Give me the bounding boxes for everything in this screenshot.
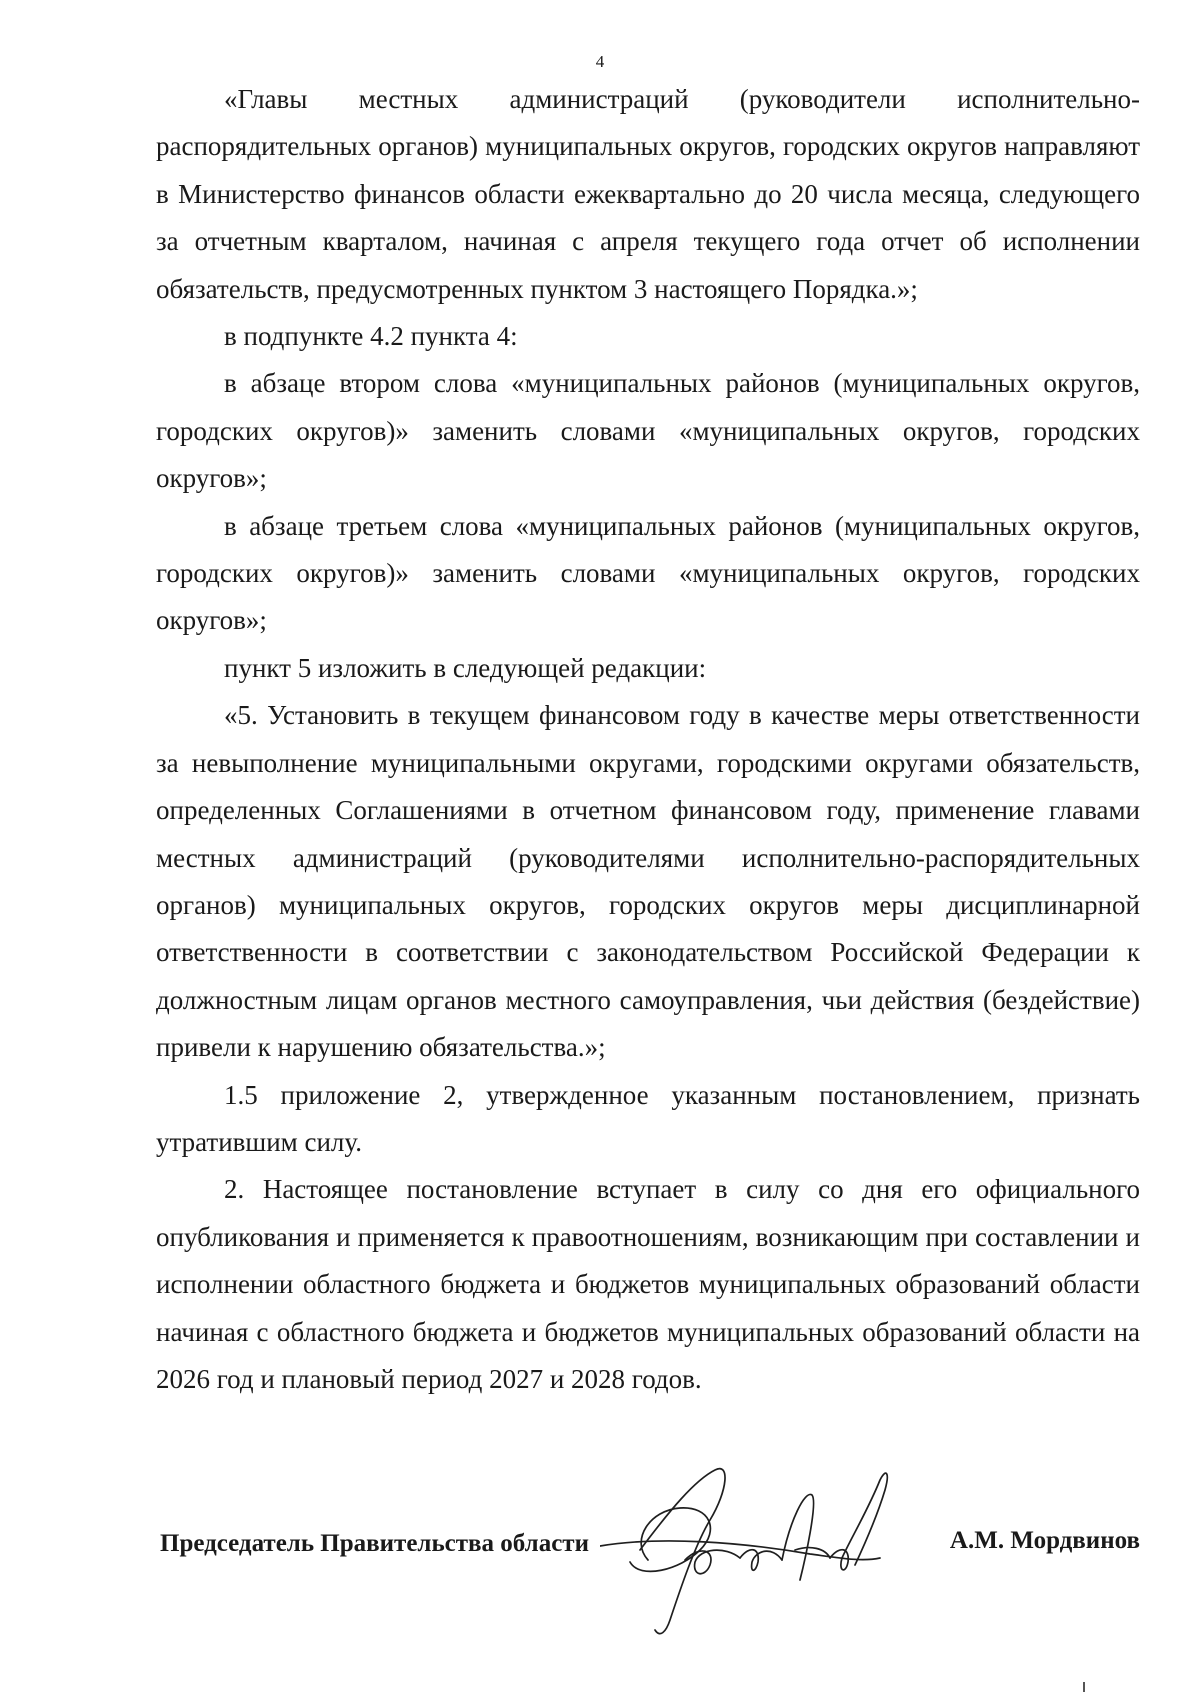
corner-mark bbox=[1083, 1682, 1085, 1692]
page-number: 4 bbox=[595, 52, 605, 71]
paragraph-point-5-text: «5. Установить в текущем финансовом году в качестве меры ответственности за невыполнение муниципальными округами, городскими округами обязательств, определенных Соглашениями в отчетном финансовом году, применение главами местных администраций (руководителями исполнительно-распорядительных органов) муниципальных округов, городских округов меры дисциплинарной ответственности в соответствии с законодательством Российской Федерации к должностным лицам органов местного самоуправления, чьи действия (бездействие) привели к нарушению обязательства.»; bbox=[156, 700, 1140, 1063]
paragraph-subpoint-4-2: в подпункте 4.2 пункта 4: bbox=[224, 321, 518, 352]
signatory-title: Председатель Правительства области bbox=[160, 1530, 589, 1557]
document-body bbox=[156, 76, 1140, 1403]
handwritten-signature bbox=[600, 1450, 940, 1650]
paragraph-abzac-third: в абзаце третьем слова «муниципальных районов (муниципальных округов, городских округов)» заменить словами «муниципальных округов, городских округов»; bbox=[156, 510, 1140, 636]
paragraph-point-5-intro: пункт 5 изложить в следующей редакции: bbox=[224, 652, 707, 683]
signatory-name: А.М. Мордвинов bbox=[949, 1527, 1140, 1554]
paragraph-entry-into-force: 2. Настоящее постановление вступает в силу со дня его официального опубликования и применяется к правоотношениям, возникающим при составлении и исполнении областного бюджета и бюджетов муниципальных образований области начиная с областного бюджета и бюджетов муниципальных образований области на 2026 год и плановый период 2027 и 2028 годов. bbox=[156, 1174, 1140, 1394]
paragraph-appendix-2: 1.5 приложение 2, утвержденное указанным постановлением, признать утратившим силу. bbox=[156, 1079, 1140, 1157]
paragraph-heads-report: «Главы местных администраций (руководители исполнительно-распорядительных органов) муниципальных округов, городских округов направляют в Министерство финансов области ежеквартально до 20 числа месяца, следующего за отчетным кварталом, начиная с апреля текущего года отчет об исполнении обязательств, предусмотренных пунктом 3 настоящего Порядка.»; bbox=[156, 84, 1140, 304]
paragraph-abzac-second: в абзаце втором слова «муниципальных районов (муниципальных округов, городских округов)» заменить словами «муниципальных округов, городских округов»; bbox=[156, 368, 1140, 494]
